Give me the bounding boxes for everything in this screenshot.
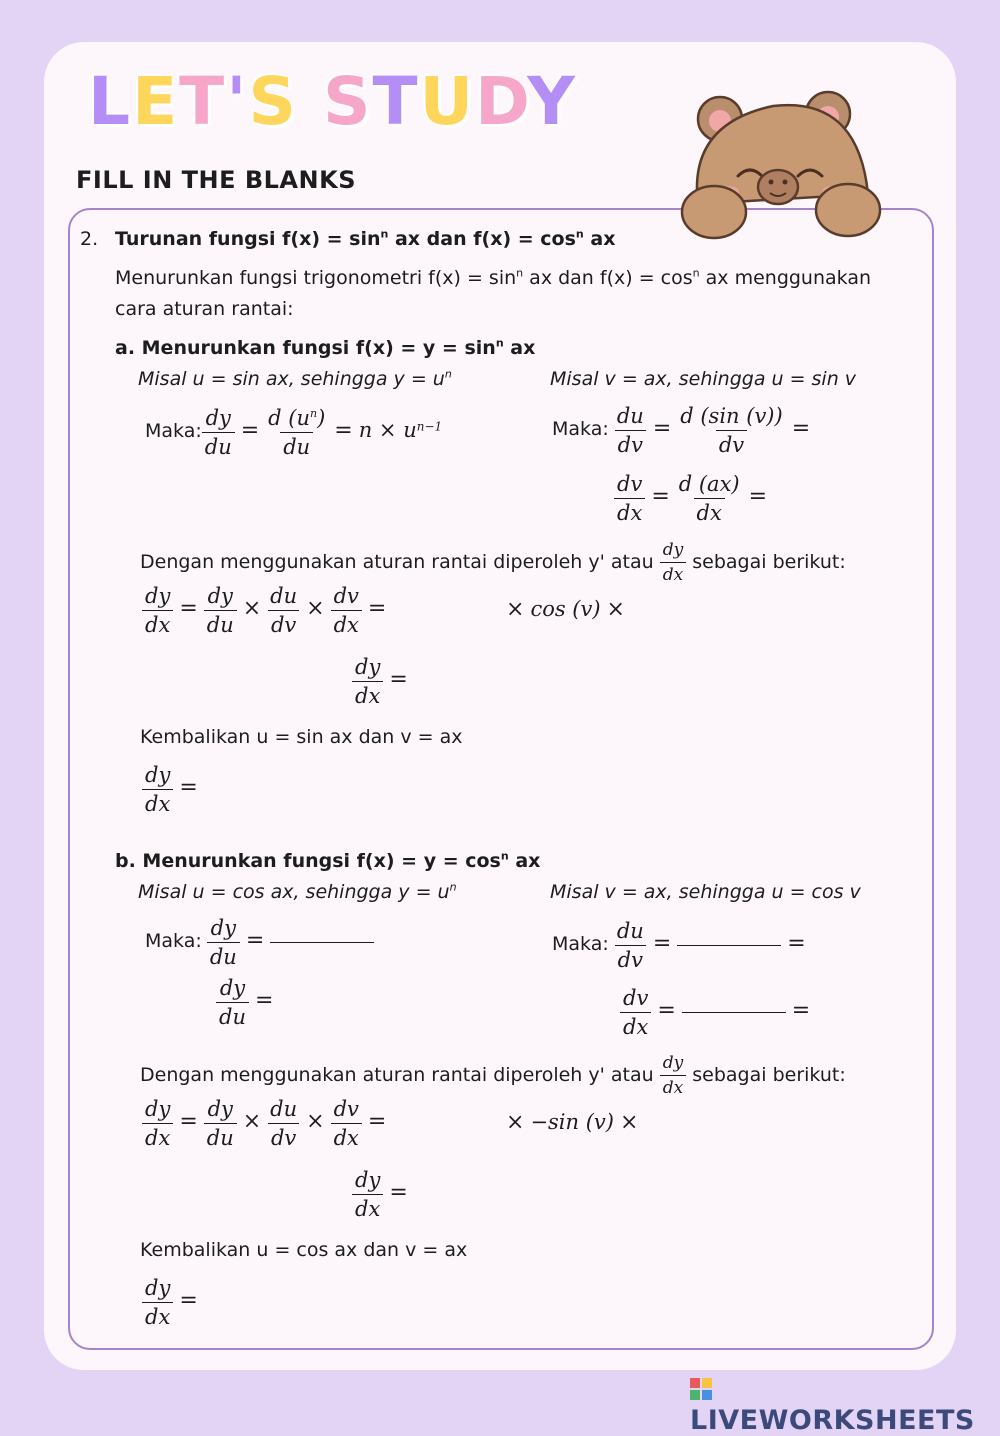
title-letter: S — [248, 63, 298, 140]
part-b-kembalikan: Kembalikan u = cos ax dan v = ax — [140, 1239, 468, 1261]
part-a-kembalikan: Kembalikan u = sin ax dan v = ax — [140, 726, 463, 748]
part-b-chain-equation: $\frac{dy}{dx}$ = $\frac{dy}{du}$ × $\frac{du}{dv}$ × $\frac{dv}{dx}$ = — [142, 1097, 392, 1150]
part-a-title: a. Menurunkan fungsi $f(x) = y = \sin^n$ ax — [115, 336, 536, 359]
title-letter — [298, 63, 323, 140]
part-b-chain-blank[interactable]: × −sin (v) × — [506, 1110, 639, 1135]
intro-line-1: Menurunkan fungsi trigonometri $f(x) = \sin^n$ ax dan $f(x) = \cos^n$ ax menggunakan — [115, 266, 872, 289]
part-a-misal-right: Misal v = ax, sehingga u = sin v — [550, 368, 857, 390]
part-b-dy-du-equation[interactable]: Maka: $\frac{dy}{du}$ = — [145, 916, 374, 969]
part-a-chain-blank[interactable]: × cos (v) × — [506, 597, 625, 622]
part-b-final-answer[interactable]: $\frac{dy}{dx}$ = — [142, 1276, 204, 1329]
liveworksheets-icon — [690, 1378, 712, 1400]
part-b-du-dv-equation[interactable]: Maka: $\frac{du}{dv}$ = = — [552, 919, 806, 972]
problem-title: Turunan fungsi $f(x) = \sin^n$ ax dan $f(x) = \cos^n$ ax — [115, 227, 616, 250]
part-a-chain-text: Dengan menggunakan aturan rantai diperoleh y' atau $\frac{dy}{dx}$ sebagai berikut: — [140, 540, 846, 585]
title-letter: T — [372, 63, 420, 140]
title-letter: Y — [527, 63, 577, 140]
fraction-dy-du: $\frac{dy}{du}$ — [202, 406, 235, 459]
title-letter: L — [88, 63, 133, 140]
part-a-misal-left: Misal u = sin ax, sehingga $y = u^n$ — [138, 367, 452, 390]
part-b-misal-left: Misal u = cos ax, sehingga $y = u^n$ — [138, 880, 457, 903]
section-heading: FILL IN THE BLANKS — [76, 166, 356, 194]
part-b-chain-text: Dengan menggunakan aturan rantai diperoleh y' atau $\frac{dy}{dx}$ sebagai berikut: — [140, 1053, 846, 1098]
part-b-title: b. Menurunkan fungsi $f(x) = y = \cos^n$ ax — [115, 849, 541, 872]
title-letter: T — [179, 63, 227, 140]
title-letter: ' — [226, 63, 249, 140]
part-a-du-dv-equation: Maka: $\frac{du}{dv}$ = $\frac{d (\sin (v))}{dv}$ = — [552, 404, 811, 457]
part-a-final-answer[interactable]: $\frac{dy}{dx}$ = — [142, 763, 204, 816]
part-a-dv-dx-equation: $\frac{dv}{dx}$ = $\frac{d (ax)}{dx}$ = — [614, 472, 773, 525]
part-b-dv-dx-equation[interactable]: $\frac{dv}{dx}$ = = — [620, 986, 816, 1039]
part-b-dy-dx-result[interactable]: $\frac{dy}{dx}$ = — [352, 1168, 414, 1221]
title-letter: S — [322, 63, 373, 140]
title-letter: E — [132, 63, 180, 140]
part-b-dy-du-result[interactable]: $\frac{dy}{du}$ = — [216, 976, 279, 1029]
fraction-d-un-du: $\frac{d (u^n)}{du}$ — [268, 406, 326, 459]
liveworksheets-logo[interactable]: LIVEWORKSHEETS — [690, 1374, 1000, 1436]
part-b-misal-right: Misal v = ax, sehingga u = cos v — [550, 881, 861, 903]
problem-number: 2. — [80, 228, 99, 250]
part-a-dy-du-equation: Maka: $\frac{dy}{du}$ = $\frac{d (u^n)}{du}$ = $n \times u^{n-1}$ — [145, 406, 443, 459]
intro-line-2: cara aturan rantai: — [115, 298, 294, 320]
part-a-chain-equation: $\frac{dy}{dx}$ = $\frac{dy}{du}$ × $\frac{du}{dv}$ × $\frac{dv}{dx}$ = — [142, 584, 392, 637]
bear-illustration — [678, 84, 888, 244]
part-a-dy-dx-result[interactable]: $\frac{dy}{dx}$ = — [352, 655, 414, 708]
title-letter: D — [475, 63, 528, 140]
lets-study-title — [88, 62, 577, 142]
title-letter: U — [419, 63, 476, 140]
